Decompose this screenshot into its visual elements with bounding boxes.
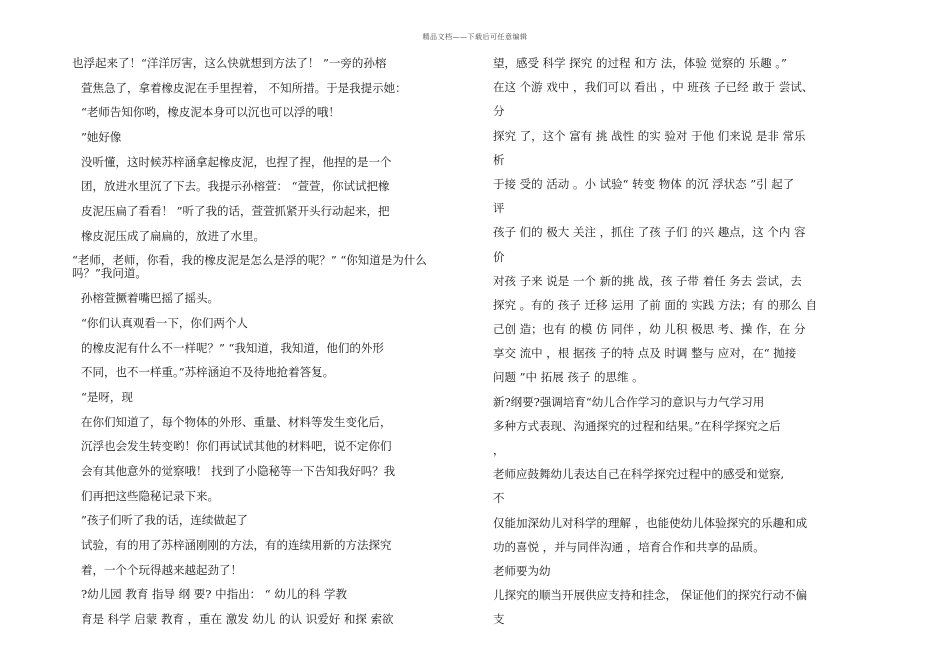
text-line: 仅能加深幼儿对科学的理解 ，也能使幼儿体验探究的乐趣和成 [493,515,808,530]
text-line: 己创 造；也有 的模 仿 同伴 ，幼 儿积 极思 考、操 作，在 分 [493,322,806,337]
text-line: 橡皮泥压成了扁扁的，放进了水里。 [81,228,265,243]
text-line: 在你们知道了，每个物体的外形、重量、材料等发生变化后， [81,414,392,429]
text-line: 多种方式表现、沟通探究的过程和结果。”在科学探究之后 [493,418,781,433]
text-line: 们再把这些隐秘记录下来。 [81,488,219,503]
text-line: 在这 个游 戏中 ，我们可以 看出 ，中 班孩 子已经 敢于 尝试、 [493,80,814,95]
text-line: 老师要为幼 [493,563,551,578]
text-line: ?幼儿园 教育 指导 纲 要? 中指出： “ 幼儿的科 学教 [81,587,347,602]
text-line: 新?纲要?强调培育“幼儿合作学习的意识与力气学习用 [493,394,765,409]
text-line: 望，感受 科学 探究 的过程 和方 法，体验 觉察的 乐趣 。” [493,56,787,70]
text-line: 团，放进水里沉了下去。我提示孙榕萱： “萱萱，你试试把橡 [81,179,390,194]
text-line: ”她好像 [81,130,122,145]
text-line: 也浮起来了！“洋洋厉害，这么快就想到方法了！ ”一旁的孙榕 [72,56,387,70]
right-column [493,56,828,637]
text-line: “老师，老师，你看，我的橡皮泥是怎么是浮的呢？” “你知道是为什么吗？”我问道。 [72,252,427,280]
text-line: “老师告知你哟，橡皮泥本身可以沉也可以浮的哦！ [81,105,340,120]
text-line: 探究 了，这个 富有 挑 战性 的实 验对 于他 们来说 是非 常乐 [493,128,806,143]
text-line: “你们认真观看一下，你们两个人 [81,315,248,330]
text-line: 不 [493,491,505,506]
text-line: 评 [493,201,505,216]
text-line: 育是 科学 启蒙 教育 ，重在 激发 幼儿 的认 识爱好 和探 索欲 [81,612,394,627]
text-line: 儿探究的顺当开展供应支持和挂念， 保证他们的探究行动不偏 [493,588,808,603]
text-line: 问题 ”中 拓展 孩子 的思维 。 [493,370,644,385]
text-line: 分 [493,104,505,119]
text-line: 老师应鼓舞幼儿表达自己在科学探究过程中的感受和觉察, [493,467,785,482]
text-line: 没听懂，这时候苏梓涵拿起橡皮泥，也捏了捏，他捏的是一个 [81,154,392,169]
text-line: 不同，也不一样重。”苏梓涵迫不及待地抢着答复。 [81,365,335,380]
text-line: 析 [493,152,505,167]
text-line: “是呀，现 [81,389,133,404]
page-header: 精品文档——下载后可任意编辑 [422,33,528,41]
text-line: 孩子 们的 极大 关注 ，抓住 了孩 子们 的兴 趣点，这 个内 容 [493,225,806,240]
left-column [72,56,452,637]
text-line: 支 [493,612,505,627]
text-line: 皮泥压扁了看看！ ”听了我的话，萱萱抓紧开头行动起来，把 [81,204,390,219]
text-line: 萱焦急了，拿着橡皮泥在手里捏着， 不知所措。于是我提示她： [81,80,407,95]
text-line: 会有其他意外的觉察哦！ 找到了小隐秘等一下告知我好吗？我 [81,464,396,478]
text-line: 的橡皮泥有什么不一样呢？” “我知道，我知道，他们的外形 [81,340,384,355]
text-line: ”孩子们听了我的话，连续做起了 [81,513,248,528]
text-line: 沉浮也会发生转变哟！你们再试试其他的材料吧，说不定你们 [81,439,392,454]
text-line: 对孩 子来 说是 一个 新的挑 战，孩 子带 着任 务去 尝试，去 [493,273,802,288]
text-line: 探究 。有的 孩子 迁移 运用 了前 面的 实践 方法；有 的那么 自 [493,297,818,312]
text-line: 孙榕萱撅着嘴巴摇了摇头。 [81,291,219,306]
text-line: 于接 受的 活动 。小 试验“ 转变 物体 的沉 浮状态 ”引 起了 [493,176,795,191]
text-line: ， [493,443,505,457]
text-line: 着，一个个玩得越来越起劲了！ [81,562,242,577]
text-line: 试验，有的用了苏梓涵刚刚的方法，有的连续用新的方法探究 [81,538,392,553]
text-line: 功的喜悦 ，并与同伴沟通 ，培育合作和共享的品质。 [493,539,765,554]
text-line: 享交 流中 ，根 据孩 子的特 点及 时调 整与 应对，在“ 抛接 [493,346,797,361]
text-line: 价 [493,249,505,264]
